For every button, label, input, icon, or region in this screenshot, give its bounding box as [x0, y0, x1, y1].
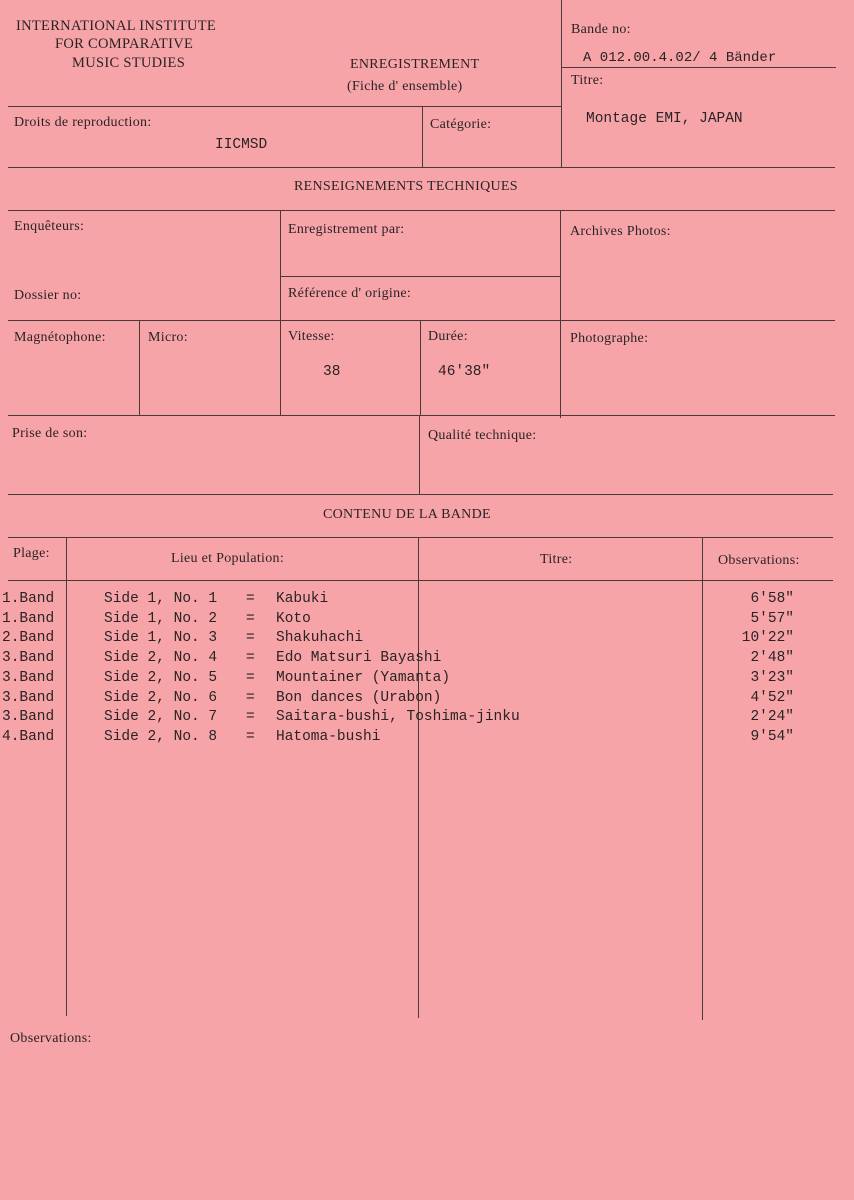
observations-label: Observations:	[10, 1031, 92, 1046]
technical-divider-1	[280, 210, 281, 416]
title-cell: Kabuki	[276, 591, 329, 607]
form-subtitle: (Fiche d' ensemble)	[347, 79, 463, 94]
duree-label: Durée:	[428, 329, 468, 344]
plage-cell: 3.Band	[2, 709, 55, 726]
enregistrement-label: Enregistrement par:	[288, 222, 405, 237]
title-cell: Mountainer (Yamanta)	[276, 669, 451, 686]
table-row	[0, 630, 854, 650]
duration-cell: 5'57"	[750, 610, 794, 627]
equals-sign: =	[246, 728, 255, 745]
title-cell: Bon dances (Urabon)	[276, 689, 442, 706]
enregistrement-underline	[280, 276, 560, 277]
rights-bottom-line	[8, 167, 835, 168]
contents-header-line	[8, 580, 833, 581]
droits-label: Droits de reproduction:	[14, 115, 152, 130]
technical-divider-micro	[139, 320, 140, 415]
plage-cell: 1.Band	[2, 610, 55, 627]
vitesse-value: 38	[323, 364, 341, 380]
institute-name-line2: FOR COMPARATIVE	[55, 36, 194, 52]
technical-top-line	[8, 210, 835, 211]
equals-sign: =	[246, 669, 255, 686]
table-row	[0, 690, 854, 710]
micro-label: Micro:	[148, 330, 188, 345]
vitesse-label: Vitesse:	[288, 329, 335, 344]
technical-lower-line	[8, 415, 835, 416]
table-row	[0, 670, 854, 690]
duration-cell: 2'48"	[750, 650, 794, 667]
magnetophone-label: Magnétophone:	[14, 330, 106, 345]
table-row	[0, 611, 854, 631]
bande-underline	[561, 67, 836, 68]
technical-divider-duree	[420, 320, 421, 416]
side-cell: Side 2, No. 5	[104, 669, 218, 686]
title-cell: Koto	[276, 610, 311, 627]
equals-sign: =	[246, 630, 255, 647]
titre-label: Titre:	[571, 73, 604, 88]
equals-sign: =	[246, 689, 255, 706]
duration-cell: 4'52"	[750, 689, 794, 706]
droits-value: IICMSD	[215, 137, 268, 153]
plage-cell: 2.Band	[2, 630, 55, 647]
side-cell: Side 2, No. 4	[104, 650, 218, 667]
rights-divider-vertical	[422, 106, 423, 168]
table-row	[0, 591, 854, 611]
bande-label: Bande no:	[571, 22, 631, 37]
technical-bottom-line	[8, 494, 833, 495]
contents-section-title: CONTENU DE LA BANDE	[323, 507, 491, 522]
enqueteurs-label: Enquêteurs:	[14, 219, 85, 234]
duration-cell: 3'23"	[750, 669, 794, 686]
form-title: ENREGISTREMENT	[350, 57, 480, 72]
qualite-technique-label: Qualité technique:	[428, 428, 537, 443]
title-cell: Edo Matsuri Bayashi	[276, 650, 442, 667]
dossier-label: Dossier no:	[14, 288, 82, 303]
duration-cell: 6'58"	[750, 591, 794, 607]
side-cell: Side 1, No. 2	[104, 610, 218, 627]
header-bottom-line	[8, 106, 561, 107]
technical-middle-line	[8, 320, 835, 321]
plage-cell: 4.Band	[2, 728, 55, 745]
equals-sign: =	[246, 591, 255, 607]
prise-de-son-label: Prise de son:	[12, 426, 88, 441]
table-row	[0, 729, 854, 749]
plage-cell: 1.Band	[2, 591, 55, 607]
column-header-titre: Titre:	[540, 552, 573, 567]
duration-cell: 9'54"	[750, 728, 794, 745]
table-row	[0, 709, 854, 729]
institute-name-line3: MUSIC STUDIES	[72, 55, 186, 71]
side-cell: Side 2, No. 6	[104, 689, 218, 706]
column-header-plage: Plage:	[13, 546, 50, 561]
plage-cell: 3.Band	[2, 650, 55, 667]
column-header-observations: Observations:	[718, 553, 800, 568]
duree-value: 46'38"	[438, 364, 491, 380]
side-cell: Side 1, No. 1	[104, 591, 218, 607]
qualite-divider	[419, 415, 420, 495]
duration-cell: 10'22"	[741, 630, 794, 647]
duration-cell: 2'24"	[750, 709, 794, 726]
side-cell: Side 2, No. 7	[104, 709, 218, 726]
equals-sign: =	[246, 650, 255, 667]
reference-label: Référence d' origine:	[288, 286, 412, 301]
side-cell: Side 2, No. 8	[104, 728, 218, 745]
title-cell: Saitara-bushi, Toshima-jinku	[276, 709, 520, 726]
side-cell: Side 1, No. 3	[104, 630, 218, 647]
contents-top-line	[8, 537, 833, 538]
titre-value: Montage EMI, JAPAN	[586, 111, 743, 127]
technical-section-title: RENSEIGNEMENTS TECHNIQUES	[294, 179, 518, 194]
institute-name-line1: INTERNATIONAL INSTITUTE	[16, 18, 217, 34]
header-divider-vertical	[561, 0, 562, 168]
plage-cell: 3.Band	[2, 669, 55, 686]
plage-cell: 3.Band	[2, 689, 55, 706]
technical-divider-2	[560, 210, 561, 418]
table-row	[0, 650, 854, 670]
photographe-label: Photographe:	[570, 331, 649, 346]
categorie-label: Catégorie:	[430, 117, 492, 132]
column-header-lieu: Lieu et Population:	[171, 551, 285, 566]
archives-photos-label: Archives Photos:	[570, 224, 671, 239]
equals-sign: =	[246, 709, 255, 726]
bande-value: A 012.00.4.02/ 4 Bänder	[583, 50, 777, 66]
title-cell: Shakuhachi	[276, 630, 364, 647]
title-cell: Hatoma-bushi	[276, 728, 381, 745]
equals-sign: =	[246, 610, 255, 627]
